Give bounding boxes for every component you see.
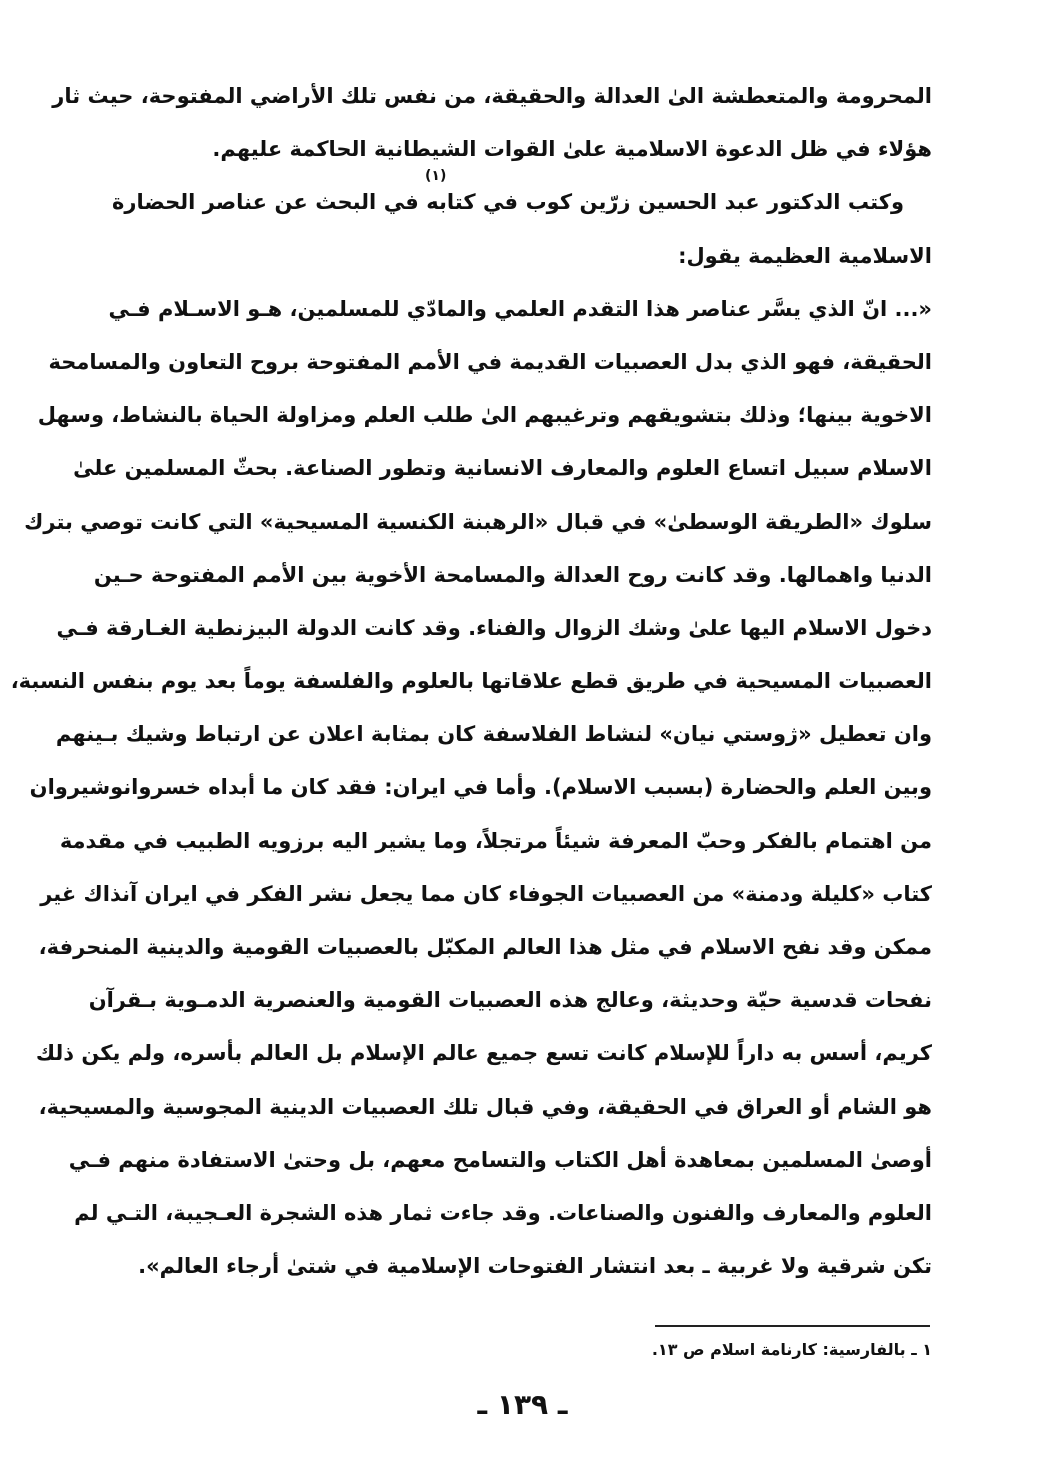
quote-line-11: من اهتمام بالفكر وحبّ المعرفة شيئاً مرتجلاً، وما يشير اليه برزويه الطبيب في مقدمة [59,828,932,853]
quote-line-9: وان تعطيل «ژوستي نيان» لنشاط الفلاسفة كان بمثابة اعلان عن ارتباط وشيك بـينهم [55,722,932,747]
body-line-3: وكتب الدكتور عبد الحسين زرّين كوب في كتابه في البحث عن عناصر الحضارة [112,190,904,215]
quote-line-6: الدنيا واهمالها. وقد كانت روح العدالة والمسامحة الأخوية بين الأمم المفتوحة حـين [93,562,932,587]
quote-line-17: أوصیٰ المسلمين بمعاهدة أهل الكتاب والتسامح معهم، بل وحتیٰ الاستفادة منهم فـي [68,1147,932,1172]
quote-line-12: كتاب «كليلة ودمنة» من العصبيات الجوفاء كان مما يجعل نشر الفكر في ايران آنذاك غير [40,881,932,906]
quote-line-16: هو الشام أو العراق في الحقيقة، وفي قبال تلك العصبيات الدينية المجوسية والمسيحية، [38,1094,932,1119]
quote-line-7: دخول الاسلام اليها علیٰ وشك الزوال والفناء. وقد كانت الدولة البيزنطية الغـارقة فـي [56,615,932,640]
quote-line-14: نفحات قدسية حيّة وحديثة، وعالج هذه العصبيات القومية والعنصرية الدمـوية بـقرآن [88,988,932,1013]
quote-line-10: وبين العلم والحضارة (بسبب الاسلام). وأما في ايران: فقد كان ما أبداه خسروانوشيروان [29,775,932,800]
quote-line-19: تكن شرقية ولا غربية ـ بعد انتشار الفتوحات الإسلامية في شتیٰ أرجاء العالم». [138,1254,932,1279]
page-number: ـ ١٣٩ ـ [477,1388,568,1421]
quote-line-4: الاسلام سبيل اتساع العلوم والمعارف الانسانية وتطور الصناعة. بحثّ المسلمين علیٰ [73,456,932,481]
quote-line-8: العصبيات المسيحية في طريق قطع علاقاتها بالعلوم والفلسفة يوماً بعد يوم بنفس النسبة، [10,669,932,694]
quote-line-1: «... انّ الذي يسَّر عناصر هذا التقدم العلمي والمادّي للمسلمين، هـو الاسـلام فـي [108,296,932,321]
quote-line-18: العلوم والمعارف والفنون والصناعات. وقد جاءت ثمار هذه الشجرة العـجيبة، التـي لم [74,1200,932,1225]
footnote-text: ١ ـ بالفارسية: كارنامة اسلام ص ١٣. [651,1340,932,1359]
body-text [10,70,932,1293]
quote-line-5: سلوك «الطريقة الوسطیٰ» في قبال «الرهبنة الكنسية المسيحية» التي كانت توصي بترك [24,509,932,534]
quote-line-3: الاخوية بينها؛ وذلك بتشويقهم وترغيبهم الیٰ طلب العلم ومزاولة الحياة بالنشاط، وسهل [37,403,932,428]
footnote-divider [655,1325,930,1327]
body-line-1: المحرومة والمتعطشة الیٰ العدالة والحقیقة، من نفس تلك الأراضي المفتوحة، حيث ثار [52,84,932,108]
body-line-2: هؤلاء في ظل الدعوة الاسلامية علیٰ القوات الشيطانية الحاكمة عليهم. [212,137,932,162]
quote-line-15: كريم، أسس به داراً للإسلام كانت تسع جميع عالم الإسلام بل العالم بأسره، ولم يكن ذلك [35,1041,932,1066]
body-line-4: الاسلامية العظيمة يقول: [678,243,932,268]
quote-line-2: الحقيقة، فهو الذي بدل العصبيات القديمة في الأمم المفتوحة بروح التعاون والمسامحة [48,349,932,374]
footnote-reference-marker: (١) [425,168,447,184]
quote-line-13: ممكن وقد نفح الاسلام في مثل هذا العالم المكبّل بالعصبيات القومية والدينية المنحرفة، [38,935,932,959]
